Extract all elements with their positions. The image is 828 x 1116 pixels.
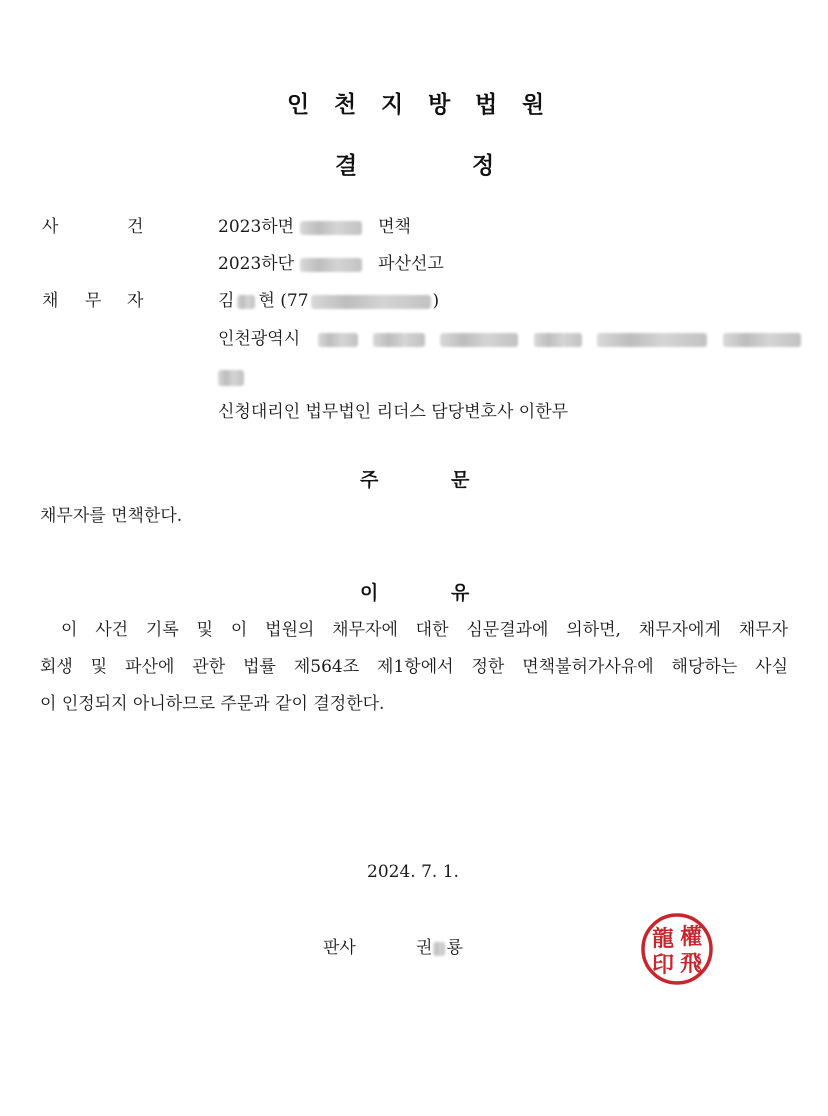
judge-name-first: 권 — [416, 938, 433, 958]
reason-line: 이 사건 기록 및 이 법원의 채무자에 대한 심문결과에 의하면, 채무자에게 채무자 — [61, 620, 788, 640]
judge-name — [416, 940, 463, 957]
debtor-name-last: 현 (77 — [258, 291, 309, 311]
document-type-char: 결 — [335, 153, 358, 179]
judge-title: 판사 — [323, 938, 356, 958]
court-title-char: 원 — [522, 92, 545, 118]
redacted-address — [318, 333, 358, 347]
case-number-prefix: 2023하면 — [218, 217, 295, 237]
seal-char: 權 — [679, 924, 703, 950]
seal-char: 龍 — [651, 926, 675, 952]
seal-char: 飛 — [679, 951, 703, 977]
case-kind: 파산선고 — [378, 254, 444, 274]
debtor-address-line-2 — [218, 367, 244, 386]
order-heading-char: 문 — [451, 469, 470, 491]
debtor-label-char: 채 — [42, 291, 59, 311]
document-type-char: 정 — [472, 153, 495, 179]
redacted-id-number — [311, 295, 431, 309]
redacted-address — [440, 333, 518, 347]
redacted-address — [597, 333, 707, 347]
redacted-address — [534, 333, 582, 347]
case-label-char: 건 — [127, 217, 144, 237]
case-kind: 면책 — [378, 217, 411, 237]
redacted-address — [723, 333, 801, 347]
case-number-prefix: 2023하단 — [218, 254, 295, 274]
case-number-line-1 — [218, 219, 411, 236]
redacted-name — [433, 942, 445, 956]
reason-line: 회생 및 파산에 관한 법률 제564조 제1항에서 정한 면책불허가사유에 해당하는 사실 — [40, 657, 788, 677]
redacted-address — [373, 333, 425, 347]
applicant-agent: 신청대리인 법무법인 리더스 담당변호사 이한무 — [218, 402, 569, 422]
order-heading-char: 주 — [360, 469, 379, 491]
case-label-char: 사 — [42, 217, 59, 237]
reason-heading-char: 이 — [360, 582, 379, 604]
reason-paragraph — [40, 612, 788, 723]
redacted-name — [237, 295, 255, 309]
decision-date: 2024. 7. 1. — [367, 862, 459, 882]
redacted-case-number — [300, 258, 362, 272]
id-close-paren: ) — [432, 291, 440, 311]
debtor-address-line-1 — [218, 331, 801, 348]
court-title-char: 인 — [287, 92, 310, 118]
redacted-case-number — [300, 221, 362, 235]
judge-name-last: 룡 — [446, 938, 463, 958]
seal-char: 印 — [651, 952, 675, 978]
order-text: 채무자를 면책한다. — [40, 506, 183, 526]
court-title-char: 지 — [381, 92, 404, 118]
judge-seal — [640, 912, 714, 986]
debtor-label-char: 자 — [127, 291, 144, 311]
reason-heading-char: 유 — [451, 582, 470, 604]
case-number-line-2 — [218, 256, 444, 273]
debtor-name-first: 김 — [218, 291, 235, 311]
reason-line: 이 인정되지 아니하므로 주문과 같이 결정한다. — [40, 694, 385, 714]
court-title-char: 천 — [334, 92, 357, 118]
redacted-address — [218, 370, 244, 386]
address-prefix: 인천광역시 — [218, 329, 301, 349]
debtor-label-char: 무 — [85, 291, 102, 311]
debtor-name-line — [218, 293, 439, 310]
court-title-char: 법 — [475, 92, 498, 118]
court-title-char: 방 — [428, 92, 451, 118]
